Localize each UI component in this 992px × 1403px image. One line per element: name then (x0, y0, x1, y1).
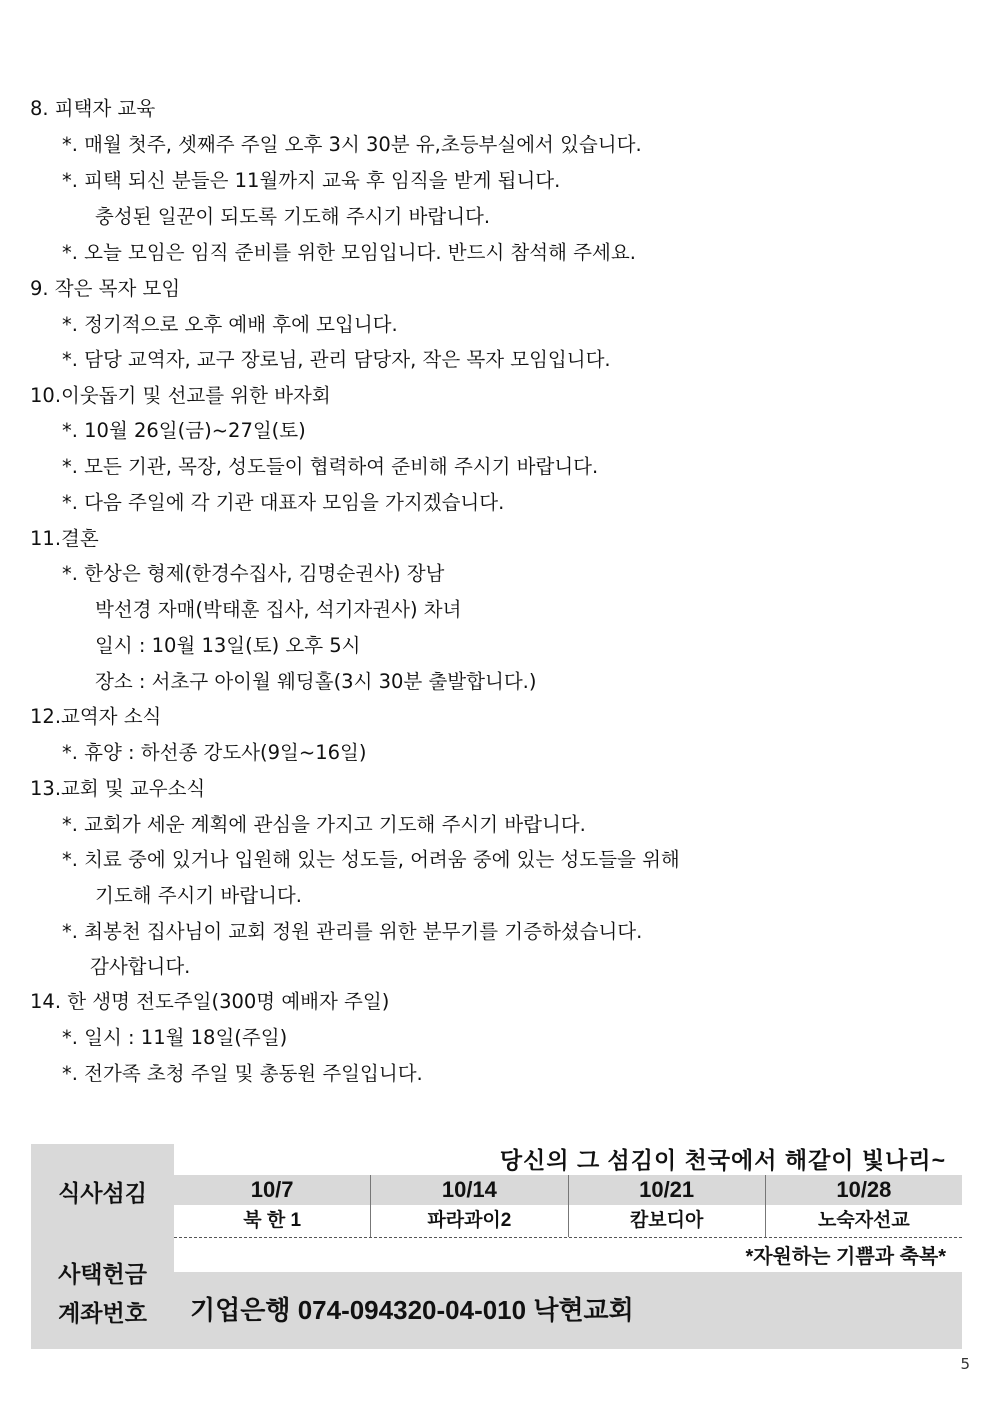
group-cell: 북 한 1 (174, 1205, 371, 1237)
section-heading: 14. 한 생명 전도주일(300명 예배자 주일) (30, 990, 390, 1013)
bullet-item: *. 모든 기관, 목장, 성도들이 협력하여 준비해 주시기 바랍니다. (62, 455, 599, 478)
group-cell: 파라과이2 (371, 1205, 568, 1237)
service-tagline: 당신의 그 섬김이 천국에서 해같이 빛나리~ (499, 1147, 946, 1173)
service-dates-row (174, 1175, 962, 1205)
section-heading: 10.이웃돕기 및 선교를 위한 바자회 (30, 384, 331, 407)
bullet-item: *. 교회가 세운 계획에 관심을 가지고 기도해 주시기 바랍니다. (62, 813, 586, 836)
bullet-item: *. 전가족 초청 주일 및 총동원 주일입니다. (62, 1062, 423, 1085)
bullet-item: *. 매월 첫주, 셋째주 주일 오후 3시 30분 유,초등부실에서 있습니다. (62, 133, 642, 156)
bullet-item: *. 오늘 모임은 임직 준비를 위한 모임입니다. 반드시 참석해 주세요. (62, 241, 636, 264)
offering-label: 사택헌금 (58, 1261, 147, 1287)
bullet-item: *. 치료 중에 있거나 입원해 있는 성도들, 어려움 중에 있는 성도들을 위해 (62, 848, 680, 871)
group-cell: 캄보디아 (569, 1205, 766, 1237)
section-heading: 11.결혼 (30, 527, 99, 550)
bullet-item: *. 일시 : 11월 18일(주일) (62, 1026, 288, 1049)
bullet-item: *. 최봉천 집사님이 교회 정원 관리를 위한 분무기를 기증하셨습니다. (62, 920, 643, 943)
bullet-item: *. 담당 교역자, 교구 장로님, 관리 담당자, 작은 목자 모임입니다. (62, 348, 611, 371)
continuation-text: 일시 : 10월 13일(토) 오후 5시 (95, 634, 361, 657)
bullet-item: *. 한상은 형제(한경수집사, 김명순권사) 장남 (62, 562, 445, 585)
bullet-item: *. 휴양 : 하선종 강도사(9일~16일) (62, 741, 367, 764)
bank-account: 기업은행 074-094320-04-010 낙현교회 (190, 1295, 634, 1325)
continuation-text: 박선경 자매(박태훈 집사, 석기자권사) 차녀 (95, 598, 462, 621)
group-cell: 노숙자선교 (817, 1210, 910, 1231)
continuation-text: 감사합니다. (90, 955, 191, 978)
account-label: 계좌번호 (58, 1300, 147, 1326)
date-cell: 10/14 (371, 1175, 568, 1205)
offering-note: *자원하는 기쁨과 축복* (745, 1246, 946, 1268)
date-cell: 10/7 (174, 1175, 371, 1205)
section-heading: 12.교역자 소식 (30, 705, 162, 728)
section-heading: 9. 작은 목자 모임 (30, 277, 181, 300)
date-cell: 10/21 (569, 1175, 766, 1205)
date-cell: 10/28 (836, 1177, 892, 1202)
section-heading: 13.교회 및 교우소식 (30, 777, 206, 800)
meal-service-label: 식사섬김 (58, 1180, 147, 1206)
continuation-text: 충성된 일꾼이 되도록 기도해 주시기 바랍니다. (95, 205, 491, 228)
bullet-item: *. 다음 주일에 각 기관 대표자 모임을 가지겠습니다. (62, 491, 505, 514)
page-number: 5 (960, 1355, 970, 1373)
bullet-item: *. 10월 26일(금)~27일(토) (62, 419, 306, 442)
continuation-text: 장소 : 서초구 아이월 웨딩홀(3시 30분 출발합니다.) (95, 670, 537, 693)
bullet-item: *. 피택 되신 분들은 11월까지 교육 후 임직을 받게 됩니다. (62, 169, 561, 192)
bullet-item: *. 정기적으로 오후 예배 후에 모입니다. (62, 313, 398, 336)
service-groups-row (174, 1205, 962, 1238)
section-heading: 8. 피택자 교육 (30, 97, 156, 120)
continuation-text: 기도해 주시기 바랍니다. (95, 884, 302, 907)
